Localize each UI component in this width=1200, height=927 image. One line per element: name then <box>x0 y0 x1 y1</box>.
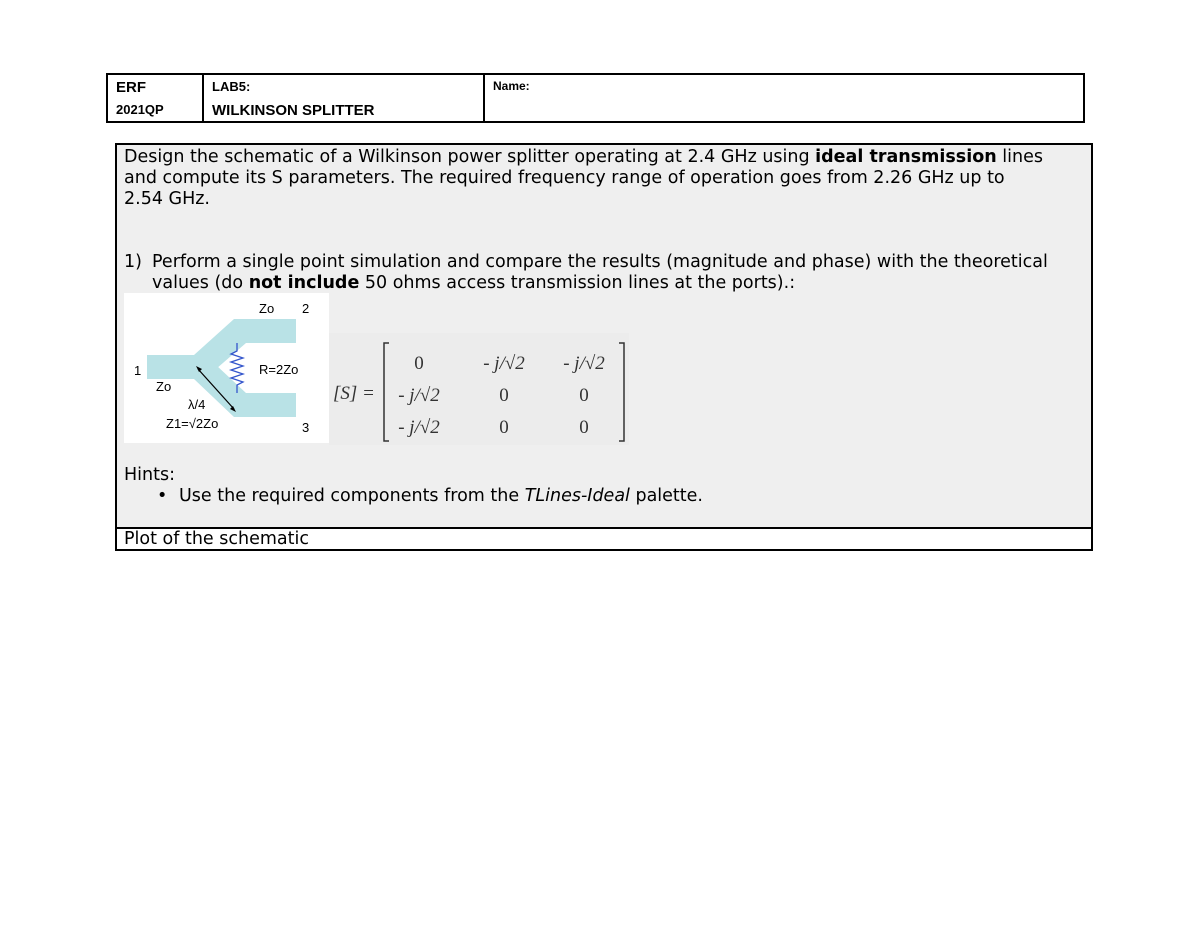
s33: 0 <box>579 417 589 438</box>
hint-text-b: palette. <box>629 486 703 506</box>
port3-label: 3 <box>302 420 310 435</box>
hint-item <box>179 486 703 507</box>
lab-title: WILKINSON SPLITTER <box>212 102 375 119</box>
item-line-2-bold: not include <box>248 273 360 293</box>
term-code: 2021QP <box>116 102 164 117</box>
s31: - j/√2 <box>398 417 440 438</box>
port1-label: 1 <box>134 363 142 378</box>
right-bracket <box>619 343 624 441</box>
wilkinson-diagram <box>124 293 329 443</box>
s-matrix <box>329 333 629 445</box>
intro-paragraph <box>124 147 1043 210</box>
port1-line <box>147 355 197 379</box>
assignment-box <box>115 143 1093 529</box>
hint-text-a: Use the required components from the <box>179 486 525 506</box>
s21: - j/√2 <box>398 385 440 406</box>
s32: 0 <box>499 417 509 438</box>
left-bracket <box>384 343 389 441</box>
hints-title: Hints: <box>124 465 175 485</box>
course-code: ERF <box>116 79 146 96</box>
z1-label: Z1=√2Zo <box>166 416 219 431</box>
intro-bold: ideal transmission <box>815 147 997 167</box>
header-table <box>106 73 1085 123</box>
item-line-2b: 50 ohms access transmission lines at the ports).: <box>359 273 796 293</box>
plot-row <box>115 527 1093 551</box>
port2-label: 2 <box>302 301 310 316</box>
name-cell[interactable] <box>485 75 1083 121</box>
zo-top-label: Zo <box>259 301 275 316</box>
item-line-1: Perform a single point simulation and compare the results (magnitude and phase) with the theoretical <box>152 252 1048 272</box>
s11: 0 <box>414 353 424 374</box>
intro-text-2: lines <box>996 147 1043 167</box>
s12: - j/√2 <box>483 353 525 374</box>
intro-line-3: 2.54 GHz. <box>124 189 210 209</box>
item-text <box>152 252 1048 294</box>
hint-palette: TLines-Ideal <box>524 486 630 506</box>
s23: 0 <box>579 385 589 406</box>
lab-cell <box>204 75 485 121</box>
zo-left-label: Zo <box>156 379 172 394</box>
item-number: 1) <box>124 252 142 272</box>
plot-label: Plot of the schematic <box>124 529 309 549</box>
bullet-icon: • <box>157 486 168 506</box>
name-label: Name: <box>493 79 530 93</box>
intro-line-2: and compute its S parameters. The required frequency range of operation goes from 2.26 GHz up to <box>124 168 1005 188</box>
s13: - j/√2 <box>563 353 605 374</box>
lambda-label: λ/4 <box>188 397 206 412</box>
item-line-2a: values (do <box>152 273 249 293</box>
matrix-lhs: [S] = <box>333 383 375 404</box>
s22: 0 <box>499 385 509 406</box>
resistor-label: R=2Zo <box>259 362 299 377</box>
intro-text-1: Design the schematic of a Wilkinson power splitter operating at 2.4 GHz using <box>124 147 816 167</box>
course-cell <box>108 75 204 121</box>
lab-label: LAB5: <box>212 79 251 94</box>
